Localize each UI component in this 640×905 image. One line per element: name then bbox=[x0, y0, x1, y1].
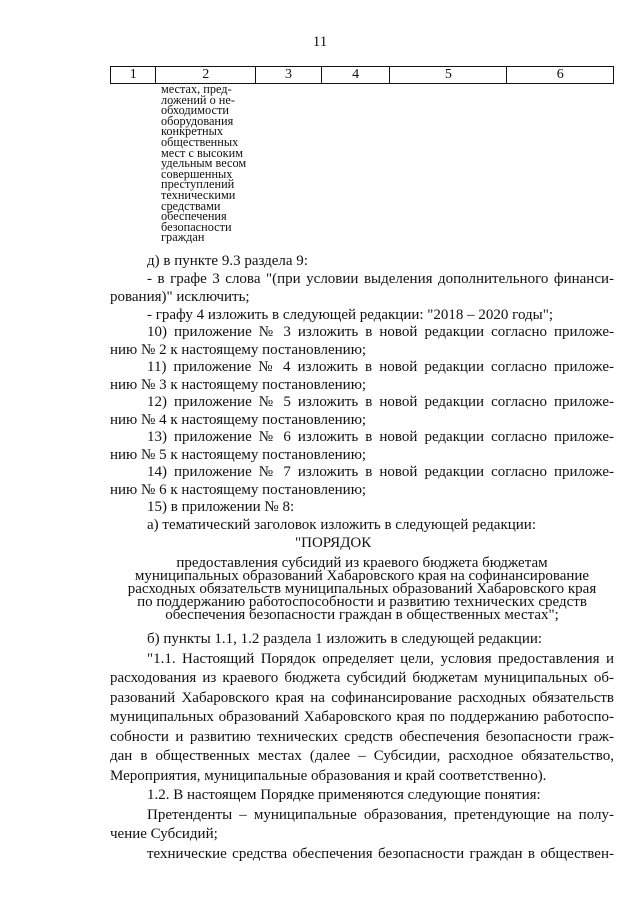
heading-line: муниципальных образований Хабаровского края на софинансирование bbox=[134, 568, 590, 584]
text-line: 10) приложение № 3 изложить в новой редакции согласно приложе- bbox=[147, 324, 614, 340]
cell-line: общественных bbox=[161, 134, 239, 149]
table-header-cell: 4 bbox=[322, 67, 390, 84]
text-line: разований Хабаровского края на софинансирование расходных обязательств bbox=[110, 690, 614, 706]
cell-line: обеспечения bbox=[161, 209, 227, 224]
text-line: нию № 4 к настоящему постановлению; bbox=[110, 412, 367, 428]
table-cell-text bbox=[161, 84, 261, 243]
text-line: 11) приложение № 4 изложить в новой редакции согласно приложе- bbox=[147, 359, 614, 375]
text-line: нию № 5 к настоящему постановлению; bbox=[110, 447, 367, 463]
cell-line: оборудования bbox=[161, 113, 234, 128]
text-line: "1.1. Настоящий Порядок определяет цели, условия предоставления и bbox=[147, 651, 614, 667]
table-header-cell: 6 bbox=[507, 67, 614, 84]
cell-line: обходимости bbox=[161, 103, 229, 118]
table-header-cell: 3 bbox=[256, 67, 322, 84]
text-line: чение Субсидий; bbox=[110, 826, 218, 842]
table-header-cell: 2 bbox=[156, 67, 256, 84]
text-line: б) пункты 1.1, 1.2 раздела 1 изложить в следующей редакции: bbox=[147, 631, 543, 647]
text-line: нию № 3 к настоящему постановлению; bbox=[110, 377, 367, 393]
text-line: Претенденты – муниципальные образования, претендующие на полу- bbox=[147, 807, 614, 823]
text-line: 1.2. В настоящем Порядке применяются следующие понятия: bbox=[147, 787, 541, 803]
cell-line: совершенных bbox=[161, 166, 233, 181]
heading-line: по поддержанию работоспособности и развитию технических средств bbox=[137, 594, 587, 610]
heading-line: предоставления субсидий из краевого бюджета бюджетам bbox=[176, 555, 548, 571]
text-line: расходования из краевого бюджета субсидий бюджетам муниципальных об- bbox=[110, 670, 614, 686]
cell-line: мест с высоким bbox=[161, 145, 243, 160]
heading-line: расходных обязательств муниципальных образований Хабаровского края bbox=[127, 581, 597, 597]
text-line: - в графе 3 слова "(при условии выделения дополнительного финанси- bbox=[147, 271, 614, 287]
table-header-cell: 1 bbox=[111, 67, 156, 84]
heading-line: обеспечения безопасности граждан в общественных местах"; bbox=[165, 607, 559, 623]
cell-line: средствами bbox=[161, 198, 221, 213]
text-line: 13) приложение № 6 изложить в новой редакции согласно приложе- bbox=[147, 429, 614, 445]
text-line: технические средства обеспечения безопасности граждан в обществен- bbox=[147, 846, 614, 862]
page-number: 11 bbox=[312, 34, 328, 50]
cell-line: техническими bbox=[161, 187, 236, 202]
cell-line: местах, пред- bbox=[161, 82, 232, 96]
text-line: нию № 2 к настоящему постановлению; bbox=[110, 342, 367, 358]
text-line: дан в общественных местах (далее – Субсидии, расходное обязательство, bbox=[110, 748, 614, 764]
text-line: д) в пункте 9.3 раздела 9: bbox=[147, 253, 308, 269]
text-line: муниципальных образований Хабаровского края по поддержанию работоспо- bbox=[110, 709, 614, 725]
cell-line: конкретных bbox=[161, 124, 224, 139]
text-line: Мероприятия, муниципальные образования и край соответственно). bbox=[110, 768, 547, 784]
text-line: рования)" исключить; bbox=[110, 289, 250, 305]
text-line: 14) приложение № 7 изложить в новой редакции согласно приложе- bbox=[147, 464, 614, 480]
text-line: 15) в приложении № 8: bbox=[147, 499, 295, 515]
text-line: а) тематический заголовок изложить в следующей редакции: bbox=[147, 517, 536, 533]
cell-line: граждан bbox=[161, 230, 205, 245]
cell-line: безопасности bbox=[161, 219, 232, 234]
cell-line: ложений о не- bbox=[161, 92, 235, 107]
cell-line: преступлений bbox=[161, 177, 235, 192]
cell-line: удельным весом bbox=[161, 156, 247, 171]
document-heading: "ПОРЯДОК bbox=[295, 535, 372, 551]
text-line: - графу 4 изложить в следующей редакции: "2018 – 2020 годы"; bbox=[147, 307, 554, 323]
text-line: 12) приложение № 5 изложить в новой редакции согласно приложе- bbox=[147, 394, 614, 410]
table-header-cell: 5 bbox=[390, 67, 507, 84]
text-line: нию № 6 к настоящему постановлению; bbox=[110, 482, 367, 498]
text-line: собности и развитию технических средств обеспечения безопасности граж- bbox=[110, 729, 614, 745]
